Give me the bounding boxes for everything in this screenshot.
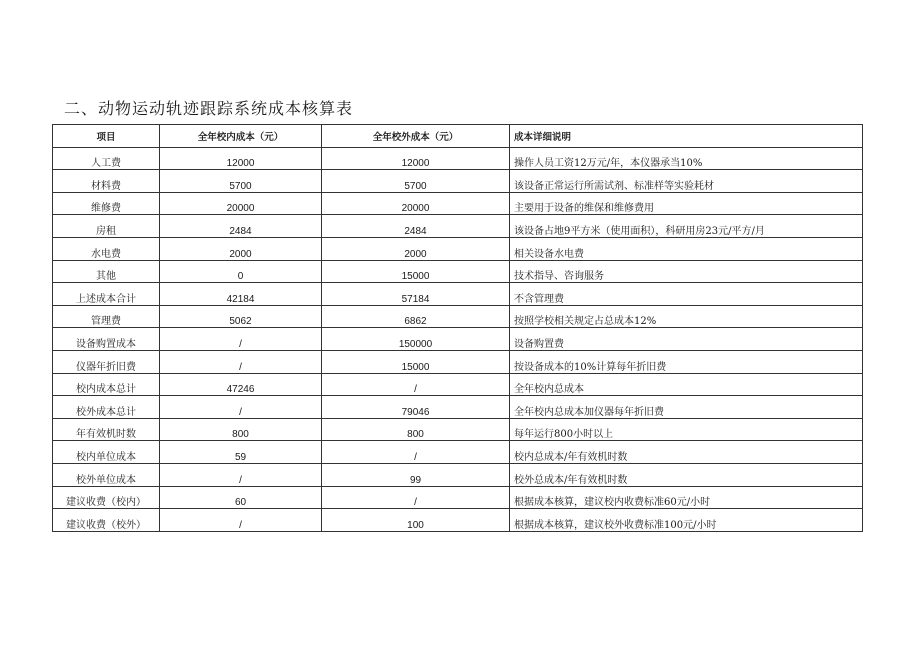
- table-row: [53, 486, 863, 509]
- cell-description: 操作人员工资12万元/年，本仪器承当10%: [510, 147, 863, 170]
- cell-external-cost: /: [322, 486, 510, 509]
- table-body: [53, 147, 863, 531]
- cell-item: 上述成本合计: [53, 283, 160, 306]
- cell-external-cost: 15000: [322, 350, 510, 373]
- cell-description: 不含管理费: [510, 283, 863, 306]
- cell-description: 按照学校相关规定占总成本12%: [510, 305, 863, 328]
- cell-description: 每年运行800小时以上: [510, 418, 863, 441]
- cell-item: 人工费: [53, 147, 160, 170]
- cell-external-cost: 100: [322, 509, 510, 532]
- cell-item: 维修费: [53, 192, 160, 215]
- table-row: [53, 283, 863, 306]
- cell-external-cost: 2000: [322, 237, 510, 260]
- page-title: 二、动物运动轨迹跟踪系统成本核算表: [64, 99, 354, 118]
- cell-item: 水电费: [53, 237, 160, 260]
- cell-external-cost: 99: [322, 463, 510, 486]
- table-row: [53, 305, 863, 328]
- cell-external-cost: 2484: [322, 215, 510, 238]
- table-row: [53, 170, 863, 193]
- cell-internal-cost: 0: [160, 260, 322, 283]
- table-row: [53, 328, 863, 351]
- header-row: [53, 125, 863, 148]
- table-row: [53, 441, 863, 464]
- cell-external-cost: 20000: [322, 192, 510, 215]
- cell-description: 校内总成本/年有效机时数: [510, 441, 863, 464]
- cell-internal-cost: 2484: [160, 215, 322, 238]
- table-row: [53, 350, 863, 373]
- cell-item: 管理费: [53, 305, 160, 328]
- cell-internal-cost: 5700: [160, 170, 322, 193]
- cell-external-cost: 6862: [322, 305, 510, 328]
- cell-external-cost: 79046: [322, 396, 510, 419]
- cell-external-cost: 15000: [322, 260, 510, 283]
- cell-description: 该设备占地9平方米（使用面积），科研用房23元/平方/月: [510, 215, 863, 238]
- table-row: [53, 373, 863, 396]
- cell-internal-cost: 59: [160, 441, 322, 464]
- cell-external-cost: 5700: [322, 170, 510, 193]
- cell-description: 技术指导、咨询服务: [510, 260, 863, 283]
- cell-description: 根据成本核算，建议校外收费标准100元/小时: [510, 509, 863, 532]
- cell-item: 校外单位成本: [53, 463, 160, 486]
- cell-description: 按设备成本的10%计算每年折旧费: [510, 350, 863, 373]
- header-external-cost: 全年校外成本（元）: [322, 125, 510, 148]
- table-row: [53, 147, 863, 170]
- cell-description: 校外总成本/年有效机时数: [510, 463, 863, 486]
- cell-internal-cost: /: [160, 328, 322, 351]
- header-item: 项目: [53, 125, 160, 148]
- cell-item: 设备购置成本: [53, 328, 160, 351]
- cell-internal-cost: 2000: [160, 237, 322, 260]
- header-internal-cost: 全年校内成本（元）: [160, 125, 322, 148]
- cell-item: 其他: [53, 260, 160, 283]
- cell-external-cost: 12000: [322, 147, 510, 170]
- cell-external-cost: 57184: [322, 283, 510, 306]
- cell-item: 房租: [53, 215, 160, 238]
- cell-internal-cost: 5062: [160, 305, 322, 328]
- table-row: [53, 396, 863, 419]
- cell-item: 年有效机时数: [53, 418, 160, 441]
- cell-external-cost: 800: [322, 418, 510, 441]
- cell-external-cost: 150000: [322, 328, 510, 351]
- cell-internal-cost: 12000: [160, 147, 322, 170]
- table-row: [53, 237, 863, 260]
- cell-item: 仪器年折旧费: [53, 350, 160, 373]
- cell-description: 设备购置费: [510, 328, 863, 351]
- cell-item: 建议收费（校外）: [53, 509, 160, 532]
- table-row: [53, 192, 863, 215]
- table-row: [53, 215, 863, 238]
- header-description: 成本详细说明: [510, 125, 863, 148]
- cell-item: 校内成本总计: [53, 373, 160, 396]
- table-row: [53, 509, 863, 532]
- cell-item: 校内单位成本: [53, 441, 160, 464]
- table-row: [53, 418, 863, 441]
- cell-internal-cost: /: [160, 350, 322, 373]
- cell-description: 相关设备水电费: [510, 237, 863, 260]
- cell-description: 主要用于设备的维保和维修费用: [510, 192, 863, 215]
- cell-internal-cost: 60: [160, 486, 322, 509]
- cell-internal-cost: 800: [160, 418, 322, 441]
- cell-item: 材料费: [53, 170, 160, 193]
- cell-internal-cost: 47246: [160, 373, 322, 396]
- cell-internal-cost: 42184: [160, 283, 322, 306]
- table-header: [53, 125, 863, 148]
- cell-description: 该设备正常运行所需试剂、标准样等实验耗材: [510, 170, 863, 193]
- cell-internal-cost: /: [160, 463, 322, 486]
- cell-external-cost: /: [322, 441, 510, 464]
- cell-external-cost: /: [322, 373, 510, 396]
- cell-description: 根据成本核算，建议校内收费标准60元/小时: [510, 486, 863, 509]
- cell-description: 全年校内总成本加仪器每年折旧费: [510, 396, 863, 419]
- cell-item: 校外成本总计: [53, 396, 160, 419]
- cell-internal-cost: /: [160, 396, 322, 419]
- cell-internal-cost: 20000: [160, 192, 322, 215]
- cost-table: [52, 124, 863, 532]
- cell-item: 建议收费（校内）: [53, 486, 160, 509]
- cell-description: 全年校内总成本: [510, 373, 863, 396]
- table-row: [53, 260, 863, 283]
- table-row: [53, 463, 863, 486]
- cell-internal-cost: /: [160, 509, 322, 532]
